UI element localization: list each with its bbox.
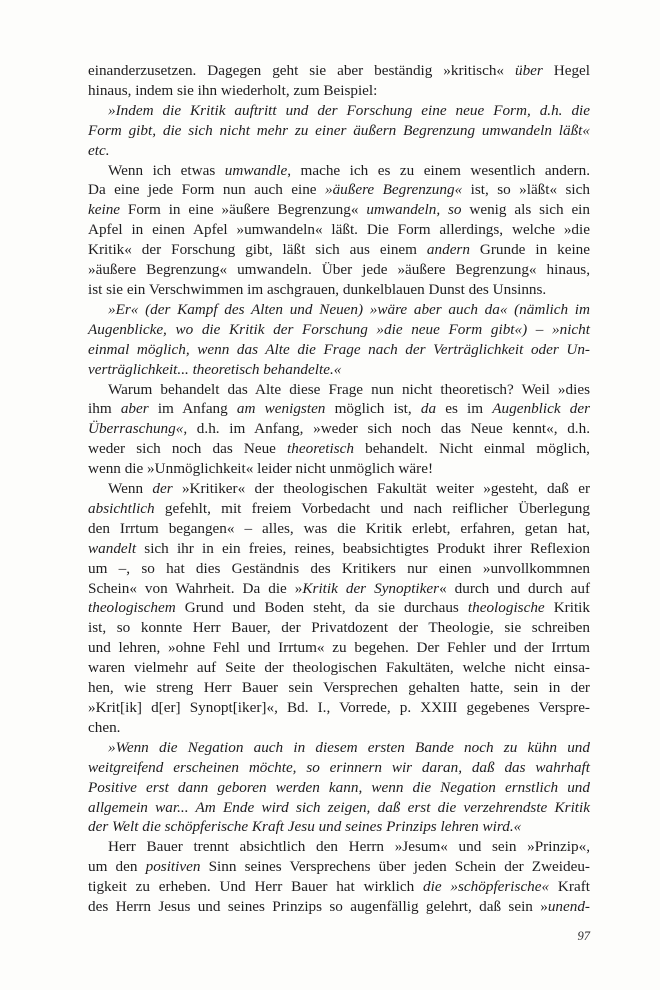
text-line	[88, 61, 590, 81]
text-line	[88, 698, 590, 718]
text-segment: sich ihr in ein freies, reines, beabsichtigtes Produkt ihrer Reflexion	[136, 539, 590, 557]
text-line	[88, 340, 590, 360]
italic-text-segment: Augenblicke, wo die Kritik der Forschung »die neue Form gibt«) – »nicht	[88, 320, 590, 338]
text-segment: ihm	[88, 400, 121, 418]
text-line	[88, 380, 590, 400]
italic-text-segment: positiven	[145, 858, 201, 876]
text-segment: Herr Bauer trennt absichtlich den Herrn »Jesum« und sein »Prinzip«,	[108, 838, 590, 856]
text-line	[88, 837, 590, 857]
italic-text-segment: theologischem	[88, 599, 176, 617]
text-segment: möglich ist,	[325, 400, 421, 418]
text-line	[88, 579, 590, 599]
text-segment: Da eine jede Form nun auch eine	[88, 181, 325, 199]
text-segment: um den	[88, 858, 146, 876]
italic-text-segment: umwandle	[224, 161, 288, 179]
text-line	[88, 658, 590, 678]
text-segment: Kritik« der Forschung gibt, läßt sich aus einem	[88, 241, 427, 259]
text-segment: wenn die »Unmöglichkeit« leider nicht unmöglich wäre!	[88, 460, 433, 478]
italic-text-segment: wandelt	[88, 539, 137, 557]
text-segment: Warum behandelt das Alte diese Frage nun nicht theoretisch? Weil »dies	[108, 380, 590, 398]
text-segment: Wenn ich etwas	[108, 161, 225, 179]
text-line	[88, 798, 590, 818]
text-line	[88, 758, 590, 778]
text-segment: Sinn seines Versprechens über jeden Schein der Zweideu-	[200, 858, 590, 876]
text-line	[88, 559, 590, 579]
text-segment: Apfel in einen Apfel »umwandeln« läßt. Die Form allerdings, welche »die	[88, 221, 590, 239]
text-line	[88, 499, 590, 519]
italic-text-segment: Form gibt, die sich nicht mehr zu einer äußern Begrenzung umwandeln läßt«	[88, 121, 590, 139]
italic-text-segment: unend-	[547, 898, 590, 916]
italic-text-segment: Augenblick der	[492, 400, 590, 418]
text-segment: ist sie ein Verschwimmen im aschgrauen, dunkelblauen Dunst des Unsinns.	[88, 280, 547, 298]
text-segment: »Kritiker« der theologischen Fakultät weiter »gesteht, daß er	[172, 480, 591, 498]
text-line	[88, 101, 590, 121]
italic-text-segment: theoretisch	[287, 440, 354, 458]
text-line	[88, 817, 590, 837]
italic-text-segment: da	[420, 400, 437, 418]
italic-text-segment: der	[152, 480, 173, 498]
text-segment: im Anfang	[148, 400, 237, 418]
text-segment: es im	[436, 400, 493, 418]
text-line	[88, 220, 590, 240]
text-line	[88, 141, 590, 161]
italic-text-segment: »Wenn die Negation auch in diesem ersten Bande noch zu kühn und	[108, 738, 590, 756]
text-segment: den Irrtum begangen« – alles, was die Kritik erlebt, erfahren, getan hat,	[88, 519, 590, 537]
text-segment: einanderzusetzen. Dagegen geht sie aber beständig »kritisch«	[88, 62, 515, 79]
italic-text-segment: Überraschung«	[88, 420, 184, 438]
italic-text-segment: allgemein war... Am Ende wird sich zeigen, daß erst die verzehrendste Kritik	[88, 798, 590, 816]
italic-text-segment: aber	[120, 400, 149, 418]
text-line	[88, 180, 590, 200]
text-segment: Hegel	[542, 62, 591, 79]
text-line	[88, 718, 590, 738]
text-segment: Wenn	[108, 480, 153, 498]
text-segment: Kritik	[544, 599, 590, 617]
text-segment: des Herrn Jesus und seines Prinzips so augenfällig gelehrt, daß sein »	[88, 898, 548, 916]
text-segment: und lehren, »ohne Fehl und Irrtum« zu begehen. Der Fehler und der Irrtum	[88, 639, 590, 657]
text-segment: Grund und Boden steht, da sie durchaus	[175, 599, 468, 617]
text-line	[88, 519, 590, 539]
text-segment: Form in eine »äußere Begrenzung«	[120, 201, 367, 219]
text-line	[88, 778, 590, 798]
text-segment: gefehlt, mit freiem Vorbedacht und nach reiflicher Überlegung	[154, 499, 590, 517]
text-segment: chen.	[88, 718, 121, 736]
italic-text-segment: etc.	[88, 141, 110, 159]
italic-text-segment: »äußere Begrenzung«	[324, 181, 463, 199]
text-segment: behandelt. Nicht einmal möglich,	[353, 440, 590, 458]
text-segment: »Krit[ik] d[er] Synopt[iker]«, Bd. I., Vorrede, p. XXIII gegebenes Verspre-	[88, 699, 590, 716]
text-line	[88, 419, 590, 439]
text-line	[88, 479, 590, 499]
italic-text-segment: keine	[88, 201, 121, 219]
italic-text-segment: absichtlich	[88, 499, 155, 517]
text-segment: »äußere Begrenzung« umwandeln. Über jede »äußere Begrenzung« hinaus,	[88, 261, 590, 279]
italic-text-segment: über	[514, 62, 543, 79]
text-line	[88, 200, 590, 220]
text-segment: « durch und durch auf	[439, 579, 591, 597]
italic-text-segment: die »schöpferische«	[423, 878, 550, 896]
text-line	[88, 877, 590, 897]
text-line	[88, 539, 590, 559]
text-line	[88, 399, 590, 419]
italic-text-segment: »Er« (der Kampf des Alten und Neuen) »wäre aber auch da« (nämlich im	[108, 300, 590, 318]
text-line	[88, 857, 590, 877]
text-segment: hen, wie streng Herr Bauer sein Versprechen gehalten hatte, sein in der	[88, 679, 590, 697]
text-segment: , mache ich es zu einem wesentlich andern.	[287, 161, 591, 179]
italic-text-segment: verträglichkeit... theoretisch behandelte.«	[88, 360, 342, 378]
italic-text-segment: der Welt die schöpferische Kraft Jesu und seines Prinzips lehren wird.«	[88, 818, 522, 836]
text-line	[88, 81, 590, 101]
italic-text-segment: weitgreifend erscheinen möchte, so erinnern wir daran, daß das wahrhaft	[88, 758, 590, 776]
text-segment: Grunde in keine	[469, 241, 590, 259]
page-number: 97	[577, 929, 590, 943]
text-segment: ist, so konnte Herr Bauer, der Privatdozent der Theologie, sie schreiben	[88, 619, 590, 637]
text-segment: wenig als sich ein	[461, 201, 590, 219]
text-line	[88, 161, 590, 181]
text-segment: , d.h. im Anfang, »weder sich noch das Neue kennt«, d.h.	[183, 420, 590, 438]
text-segment: waren vielmehr auf Seite der theologischen Fakultäten, welche nicht einsa-	[88, 659, 590, 677]
text-line	[88, 121, 590, 141]
text-segment: ist, so »läßt« sich	[462, 181, 590, 199]
text-line	[88, 678, 590, 698]
text-line	[88, 638, 590, 658]
text-line	[88, 738, 590, 758]
text-line	[88, 598, 590, 618]
italic-text-segment: »Indem die Kritik auftritt und der Forschung eine neue Form, d.h. die	[108, 101, 590, 119]
text-segment: tigkeit zu erheben. Und Herr Bauer hat wirklich	[88, 878, 424, 896]
text-line	[88, 260, 590, 280]
italic-text-segment: Positive erst dann geboren werden kann, wenn die Negation ernstlich und	[88, 778, 590, 796]
text-segment: Schein« von Wahrheit. Da die »	[88, 579, 303, 597]
text-segment: hinaus, indem sie ihn wiederholt, zum Beispiel:	[88, 81, 378, 99]
italic-text-segment: theologische	[467, 599, 545, 617]
italic-text-segment: andern	[426, 241, 470, 259]
text-segment: weder sich noch das Neue	[88, 440, 288, 458]
text-segment: Kraft	[549, 878, 590, 896]
text-line	[88, 439, 590, 459]
text-segment: um –, so hat dies Geständnis des Kritikers nur einen »unvollkommnen	[88, 559, 590, 577]
text-line	[88, 360, 590, 380]
text-line	[88, 300, 590, 320]
text-line	[88, 320, 590, 340]
text-line	[88, 280, 590, 300]
text-block	[88, 61, 590, 917]
italic-text-segment: umwandeln, so	[366, 201, 462, 219]
italic-text-segment: am wenigsten	[236, 400, 326, 418]
italic-text-segment: einmal möglich, wenn das Alte die Frage nach der Verträglichkeit oder Un-	[88, 340, 590, 358]
text-line	[88, 240, 590, 260]
italic-text-segment: Kritik der Synoptiker	[302, 579, 440, 597]
text-line	[88, 897, 590, 917]
text-line	[88, 618, 590, 638]
text-line	[88, 459, 590, 479]
